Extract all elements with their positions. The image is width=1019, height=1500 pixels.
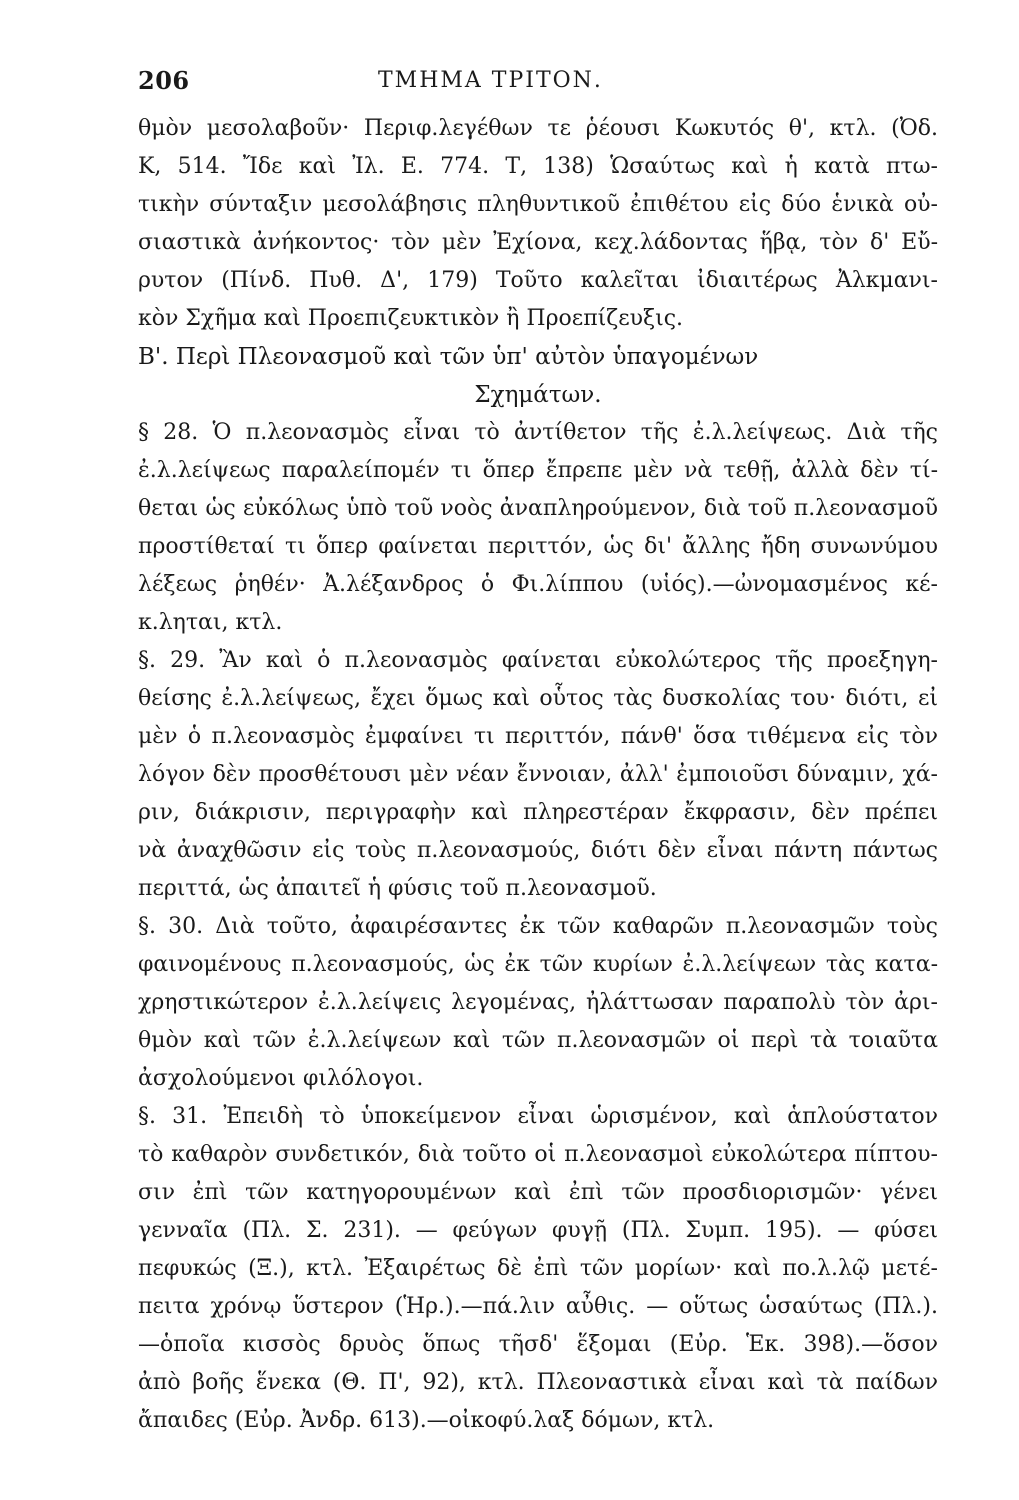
text-line: χρηστικώτερον ἐ.λ.λείψεις λεγομένας, ἠλάττωσαν παραπολὺ τὸν ἀρι- [138, 990, 938, 1015]
text-line: Κ, 514. Ἴδε καὶ Ἰλ. Ε. 774. Τ, 138) Ὡσαύτως καὶ ἡ κατὰ πτω- [138, 154, 938, 179]
text-line: ρυτον (Πίνδ. Πυθ. Δ', 179) Τοῦτο καλεῖται ἰδιαιτέρως Ἀλκμανι- [138, 268, 938, 293]
text-line: §. 31. Ἐπειδὴ τὸ ὑποκείμενον εἶναι ὡρισμένον, καὶ ἁπλούστατον [138, 1104, 938, 1129]
text-line: τὸ καθαρὸν συνδετικόν, διὰ τοῦτο οἱ π.λεονασμοὶ εὐκολώτερα πίπτου- [138, 1142, 938, 1167]
text-line: κ.ληται, κτλ. [138, 610, 283, 635]
text-line: γενναῖα (Πλ. Σ. 231). — φεύγων φυγῇ (Πλ. Συμπ. 195). — φύσει [138, 1218, 938, 1243]
text-line: θείσης ἐ.λ.λείψεως, ἔχει ὅμως καὶ οὗτος τὰς δυσκολίας του· διότι, εἰ [138, 686, 938, 711]
body-text [138, 110, 938, 1440]
text-line: μὲν ὁ π.λεονασμὸς ἐμφαίνει τι περιττόν, πάνθ' ὅσα τιθέμενα εἰς τὸν [138, 724, 938, 749]
text-line: προστίθεταί τι ὅπερ φαίνεται περιττόν, ὡς δι' ἄλλης ἤδη συνωνύμου [138, 534, 938, 559]
text-line: ἀσχολούμενοι φιλόλογοι. [138, 1066, 424, 1091]
text-line: φαινομένους π.λεονασμούς, ὡς ἐκ τῶν κυρίων ἐ.λ.λείψεων τὰς κατα- [138, 952, 938, 977]
text-line: πειτα χρόνῳ ὕστερον (Ἡρ.).—πά.λιν αὖθις. — οὕτως ὡσαύτως (Πλ.). [138, 1294, 938, 1319]
text-line: §. 29. Ἂν καὶ ὁ π.λεονασμὸς φαίνεται εὐκολώτερος τῆς προεξηγη- [138, 648, 938, 673]
text-line: ριν, διάκρισιν, περιγραφὴν καὶ πληρεστέραν ἔκφρασιν, δὲν πρέπει [138, 800, 938, 825]
page-header [138, 66, 938, 106]
text-line: ἀπὸ βοῆς ἕνεκα (Θ. Π', 92), κτλ. Πλεοναστικὰ εἶναι καὶ τὰ παίδων [138, 1370, 938, 1395]
text-line: θμὸν μεσολαβοῦν· Περιφ.λεγέθων τε ῥέουσι Κωκυτός θ', κτλ. (Ὀδ. [138, 116, 938, 141]
section-heading-cont: Σχημάτων. [474, 382, 602, 408]
text-line: νὰ ἀναχθῶσιν εἰς τοὺς π.λεονασμούς, διότι δὲν εἶναι πάντη πάντως [138, 838, 938, 863]
text-line: σιαστικὰ ἀνήκοντος· τὸν μὲν Ἐχίονα, κεχ.λάδοντας ἥβᾳ, τὸν δ' Εὔ- [138, 230, 938, 255]
section-heading: Β'. Περὶ Πλεονασμοῦ καὶ τῶν ὑπ' αὐτὸν ὑπαγομένων [138, 344, 759, 370]
text-line: —ὁποῖα κισσὸς δρυὸς ὅπως τῆσδ' ἕξομαι (Εὐρ. Ἑκ. 398).—ὅσον [138, 1332, 938, 1357]
text-line: πεφυκώς (Ξ.), κτλ. Ἐξαιρέτως δὲ ἐπὶ τῶν μορίων· καὶ πο.λ.λῷ μετέ- [138, 1256, 938, 1281]
text-line: λόγον δὲν προσθέτουσι μὲν νέαν ἔννοιαν, ἀλλ' ἐμποιοῦσι δύναμιν, χά- [138, 762, 938, 787]
text-line: θμὸν καὶ τῶν ἐ.λ.λείψεων καὶ τῶν π.λεονασμῶν οἱ περὶ τὰ τοιαῦτα [138, 1028, 938, 1053]
text-line: σιν ἐπὶ τῶν κατηγορουμένων καὶ ἐπὶ τῶν προσδιορισμῶν· γένει [138, 1180, 938, 1205]
text-line: ἐ.λ.λείψεως παραλείπομέν τι ὅπερ ἔπρεπε μὲν νὰ τεθῇ, ἀλλὰ δὲν τί- [138, 458, 938, 483]
text-line: τικὴν σύνταξιν μεσολάβησις πληθυντικοῦ ἐπιθέτου εἰς δύο ἑνικὰ οὐ- [138, 192, 938, 217]
page-number: 206 [138, 66, 190, 95]
text-line: κὸν Σχῆμα καὶ Προεπιζευκτικὸν ἢ Προεπίζευξις. [138, 306, 684, 331]
text-line: §. 30. Διὰ τοῦτο, ἀφαιρέσαντες ἐκ τῶν καθαρῶν π.λεονασμῶν τοὺς [138, 914, 938, 939]
text-line: θεται ὡς εὐκόλως ὑπὸ τοῦ νοὸς ἀναπληρούμενον, διὰ τοῦ π.λεονασμοῦ [138, 496, 938, 521]
text-line: περιττά, ὡς ἀπαιτεῖ ἡ φύσις τοῦ π.λεονασμοῦ. [138, 876, 657, 901]
text-line: § 28. Ὁ π.λεονασμὸς εἶναι τὸ ἀντίθετον τῆς ἐ.λ.λείψεως. Διὰ τῆς [138, 420, 938, 445]
text-line: λέξεως ῥηθέν· Ἀ.λέξανδρος ὁ Φι.λίππου (υἱός).—ὠνομασμένος κέ- [138, 572, 938, 597]
running-head: ΤΜΗΜΑ ΤΡΙΤΟΝ. [378, 68, 603, 93]
text-line: ἄπαιδες (Εὐρ. Ἀνδρ. 613).—οἰκοφύ.λαξ δόμων, κτλ. [138, 1408, 715, 1433]
